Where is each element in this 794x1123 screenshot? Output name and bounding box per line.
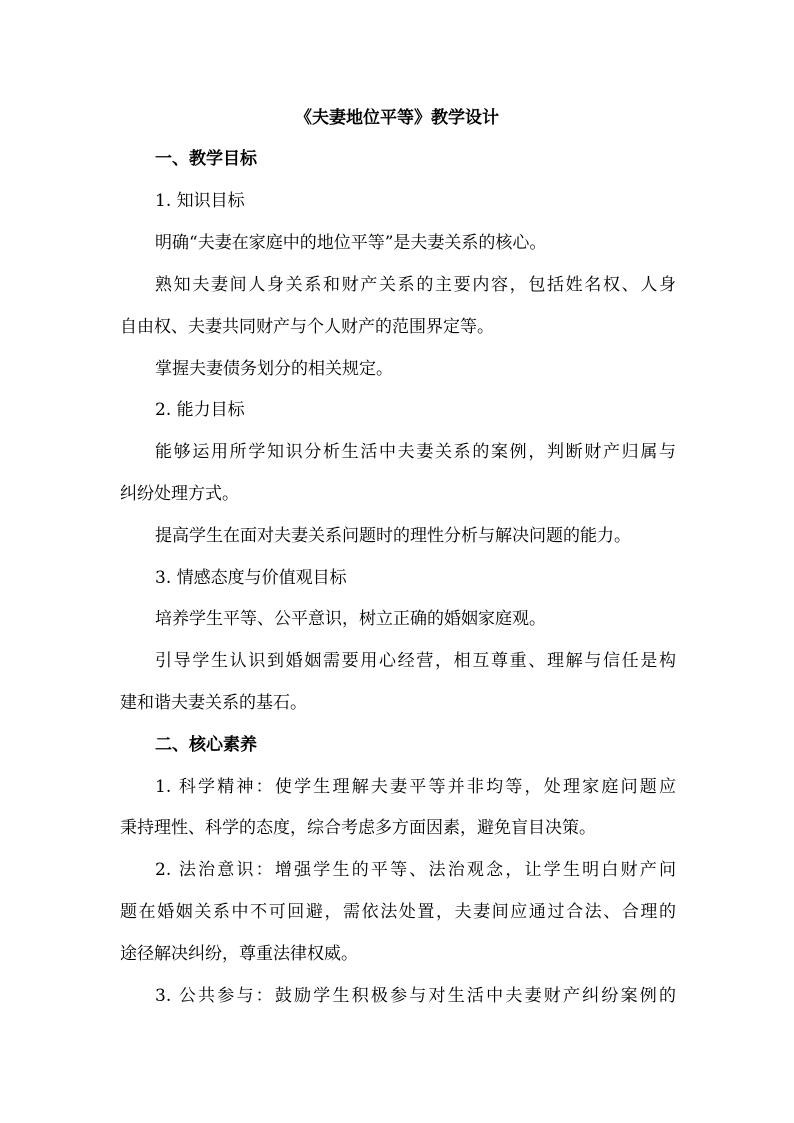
- section-heading-teaching-goals: 一、教学目标: [155, 149, 257, 169]
- subheading-values-goals: 3. 情感态度与价值观目标: [155, 568, 347, 588]
- list-item-line: 1. 科学精神：使学生理解夫妻平等并非均等，处理家庭问题应: [155, 777, 676, 797]
- document-title: 《夫妻地位平等》教学设计: [295, 108, 499, 128]
- list-item-line: 题在婚姻关系中不可回避，需依法处置，夫妻间应通过合法、合理的: [120, 902, 676, 922]
- paragraph-line: 引导学生认识到婚姻需要用心经营，相互尊重、理解与信任是构: [155, 651, 676, 671]
- list-item-line: 2. 法治意识：增强学生的平等、法治观念，让学生明白财产问: [155, 860, 676, 880]
- paragraph-line: 纠纷处理方式。: [120, 484, 239, 504]
- subheading-ability-goals: 2. 能力目标: [155, 400, 245, 420]
- list-item-line: 3. 公共参与：鼓励学生积极参与对生活中夫妻财产纠纷案例的: [155, 986, 676, 1006]
- paragraph: 培养学生平等、公平意识，树立正确的婚姻家庭观。: [155, 609, 546, 629]
- paragraph-line: 建和谐夫妻关系的基石。: [120, 693, 307, 713]
- section-heading-core-literacy: 二、核心素养: [155, 735, 257, 755]
- paragraph: 掌握夫妻债务划分的相关规定。: [155, 359, 393, 379]
- paragraph-line: 自由权、夫妻共同财产与个人财产的范围界定等。: [120, 317, 494, 337]
- paragraph-line: 熟知夫妻间人身关系和财产关系的主要内容，包括姓名权、人身: [155, 275, 676, 295]
- list-item-line: 秉持理性、科学的态度，综合考虑多方面因素，避免盲目决策。: [120, 818, 596, 838]
- paragraph: 提高学生在面对夫妻关系问题时的理性分析与解决问题的能力。: [155, 526, 631, 546]
- paragraph-line: 能够运用所学知识分析生活中夫妻关系的案例，判断财产归属与: [155, 442, 676, 462]
- subheading-knowledge-goals: 1. 知识目标: [155, 191, 245, 211]
- paragraph: 明确“夫妻在家庭中的地位平等”是夫妻关系的核心。: [155, 233, 547, 253]
- list-item-line: 途径解决纠纷，尊重法律权威。: [120, 944, 358, 964]
